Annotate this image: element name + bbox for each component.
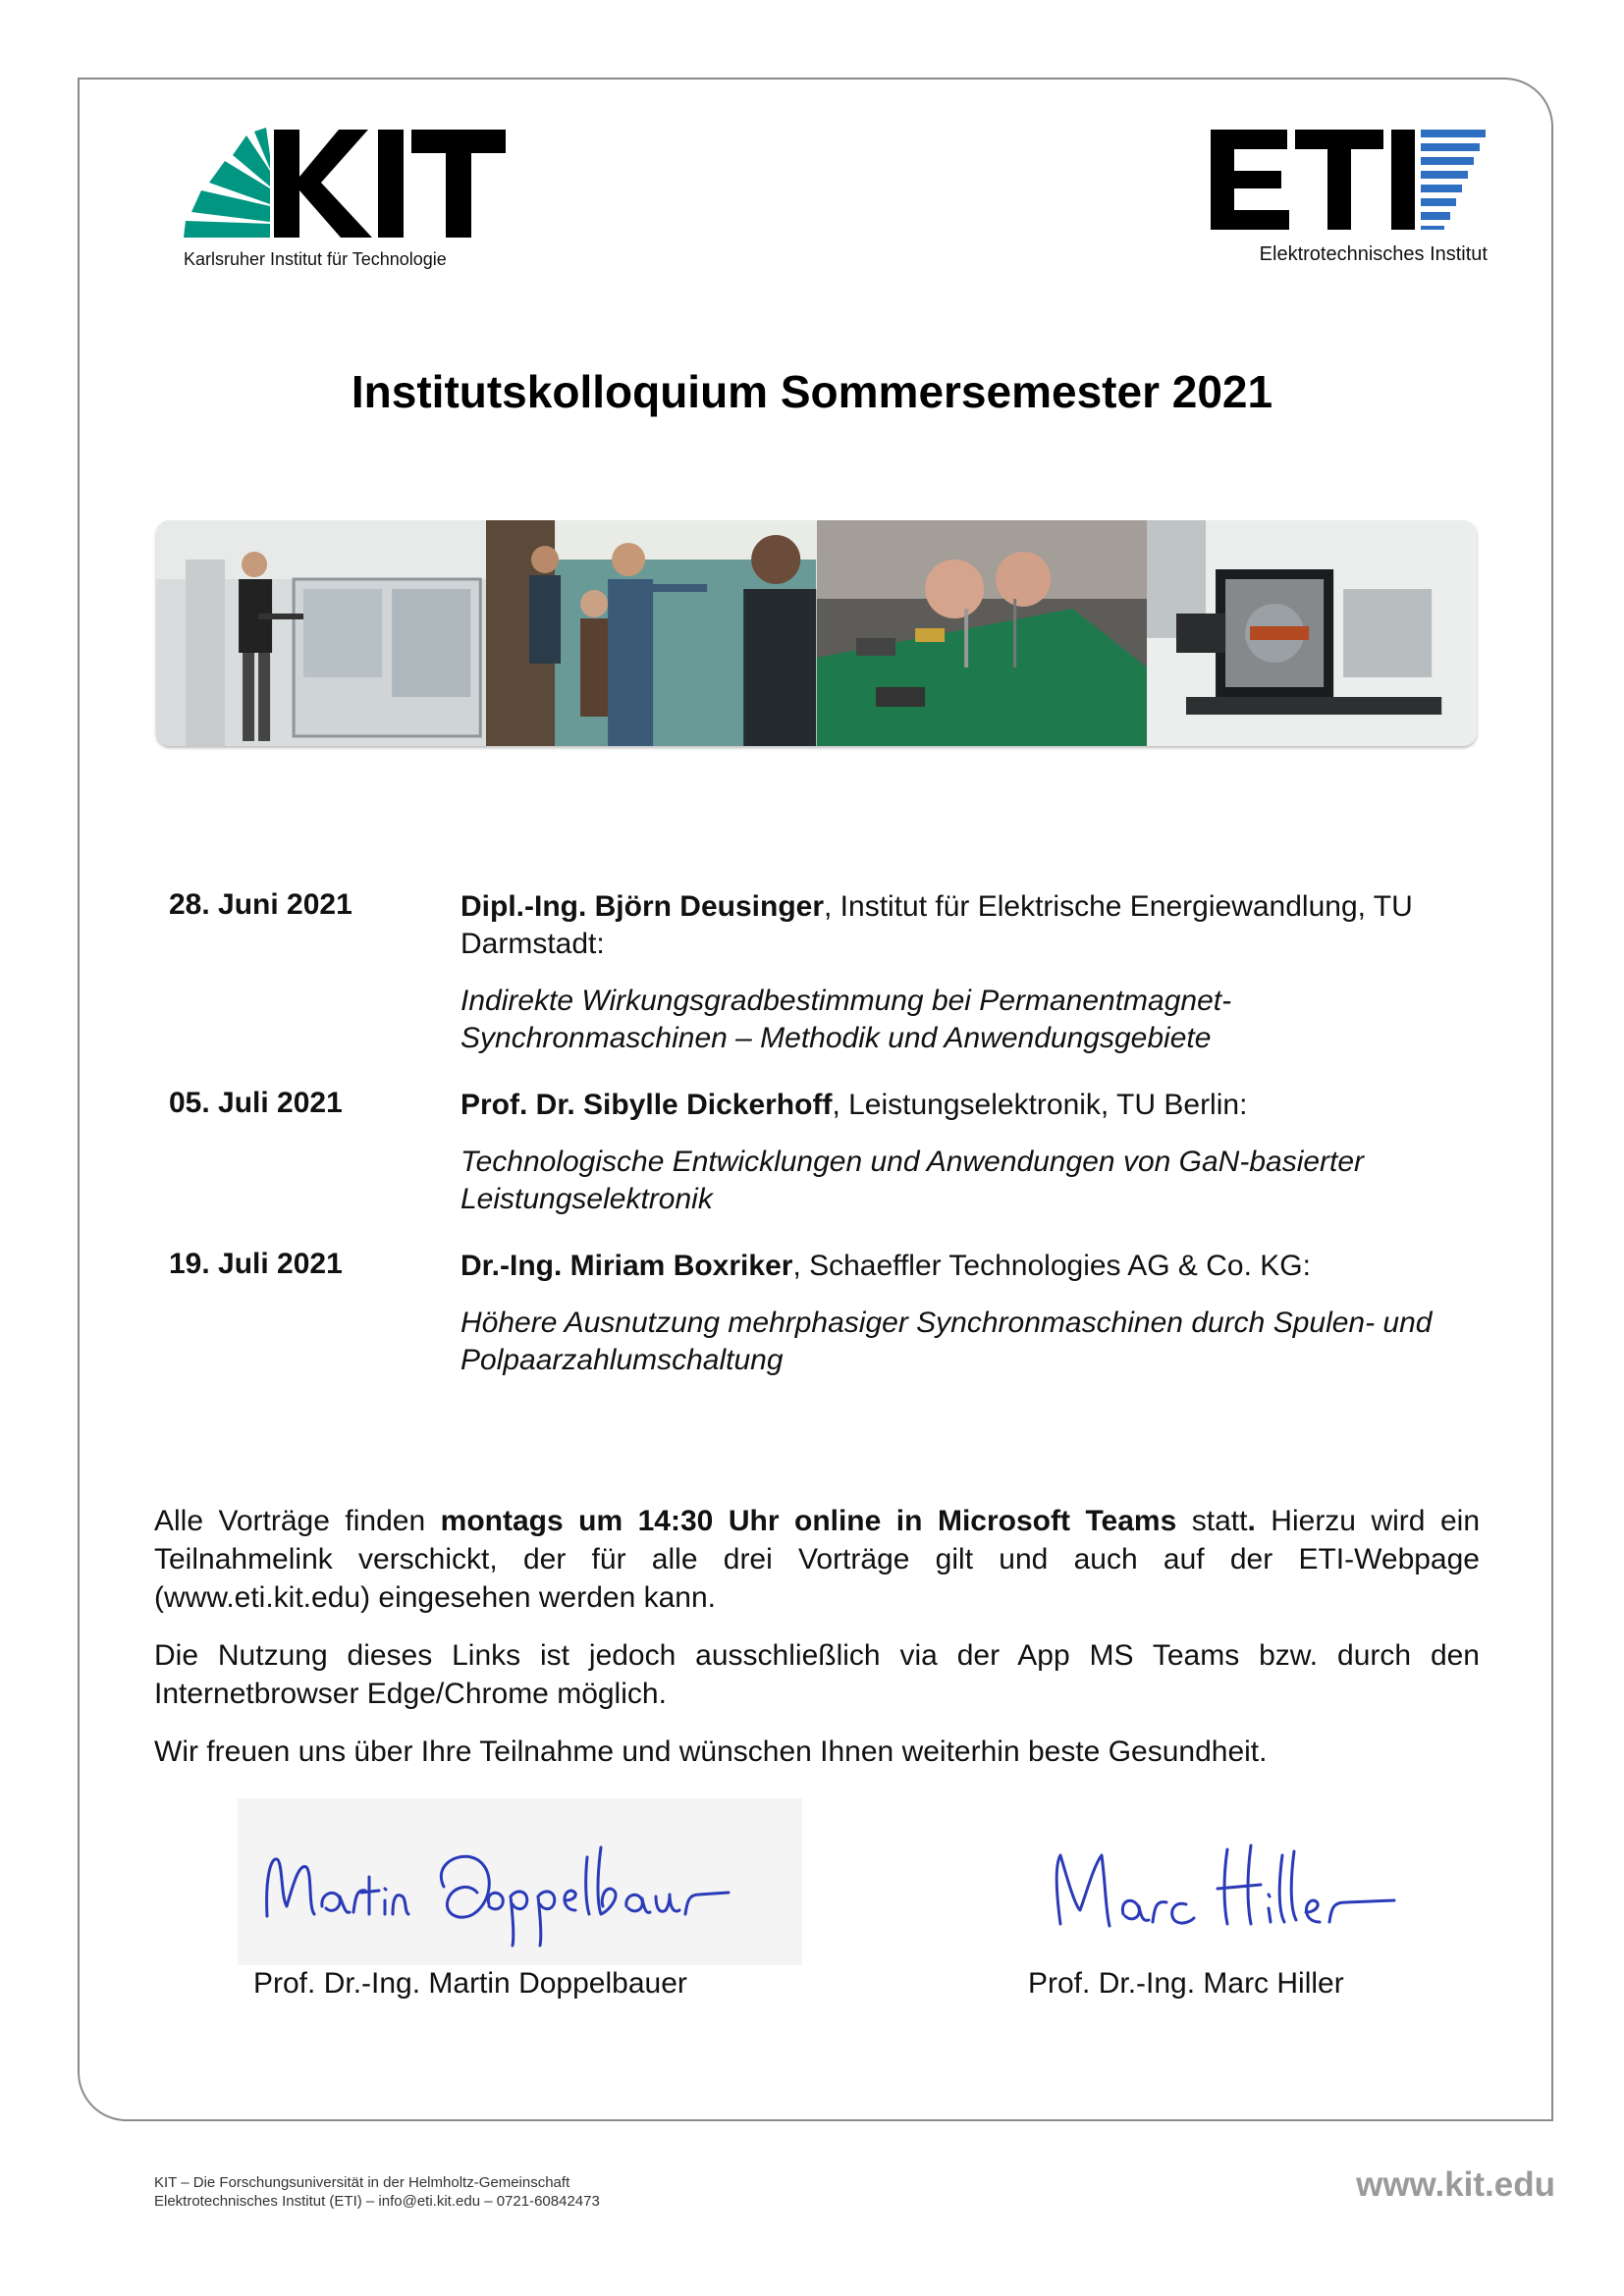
photo-lab-laptop — [156, 520, 486, 746]
signature-doppelbauer-graphic — [238, 1798, 802, 1965]
talk-topic: Höhere Ausnutzung mehrphasiger Synchronmaschinen durch Spulen- und Polpaarzahlumschaltung — [460, 1307, 1433, 1376]
talk-item — [169, 1248, 1485, 1379]
info-text: Hierzu wird ein Teilnahmelink verschickt, der für alle drei Vorträge gilt und auch auf der ETI-Webpage (www.eti.kit.edu) eingesehen werden kann. — [154, 1505, 1481, 1614]
photo-motor-test-bench — [1147, 520, 1477, 746]
talk-item — [169, 888, 1485, 1057]
signature-name-hiller: Prof. Dr.-Ing. Marc Hiller — [1028, 1967, 1344, 2000]
talk-speaker-line — [460, 1087, 1485, 1124]
talk-speaker-line — [460, 1248, 1485, 1285]
kit-subtitle: Karlsruher Institut für Technologie — [184, 249, 447, 269]
talks-list — [169, 888, 1485, 1409]
talk-affiliation: , Institut für Elektrische Energiewandlung, TU Darmstadt: — [460, 890, 1413, 960]
talk-speaker: Prof. Dr. Sibylle Dickerhoff — [460, 1089, 833, 1121]
kit-logo — [184, 126, 508, 273]
signature-doppelbauer-image — [238, 1798, 802, 1965]
talk-date: 05. Juli 2021 — [169, 1087, 343, 1119]
talk-date: 19. Juli 2021 — [169, 1248, 343, 1280]
photo-strip — [156, 520, 1477, 746]
talk-item — [169, 1087, 1485, 1218]
talk-speaker: Dipl.-Ing. Björn Deusinger — [460, 890, 825, 923]
talk-topic: Indirekte Wirkungsgradbestimmung bei Permanentmagnet-Synchronmaschinen – Methodik und Anwendungsgebiete — [460, 985, 1232, 1054]
info-text: statt — [1176, 1505, 1248, 1537]
signature-name-doppelbauer: Prof. Dr.-Ing. Martin Doppelbauer — [253, 1967, 687, 2000]
talk-body — [460, 1248, 1485, 1379]
signature-hiller-image — [1041, 1816, 1414, 1953]
photo-circuit-board — [817, 520, 1147, 746]
talk-speaker-line — [460, 888, 1485, 963]
eti-logo-graphic — [1203, 126, 1488, 236]
footer-line-1: KIT – Die Forschungsuniversität in der Helmholtz-Gemeinschaft — [154, 2174, 570, 2191]
footer-info — [154, 2173, 600, 2211]
info-paragraph-greeting: Wir freuen uns über Ihre Teilnahme und wünschen Ihnen weiterhin beste Gesundheit. — [154, 1735, 1268, 1768]
footer-line-2: Elektrotechnisches Institut (ETI) – info@eti.kit.edu – 0721-60842473 — [154, 2193, 600, 2210]
eti-logo — [1203, 126, 1488, 273]
talk-body — [460, 888, 1485, 1057]
talk-date: 28. Juni 2021 — [169, 888, 352, 921]
info-text: Alle Vorträge finden — [154, 1505, 441, 1537]
signature-hiller-graphic — [1041, 1816, 1414, 1953]
talk-affiliation: , Schaeffler Technologies AG & Co. KG: — [792, 1250, 1311, 1282]
talk-body — [460, 1087, 1485, 1218]
talk-affiliation: , Leistungselektronik, TU Berlin: — [832, 1089, 1248, 1121]
info-bold-dot: . — [1247, 1505, 1256, 1537]
footer-url[interactable]: www.kit.edu — [1356, 2165, 1555, 2204]
info-paragraph-schedule — [154, 1502, 1480, 1617]
page-title: Institutskolloquium Sommersemester 2021 — [351, 366, 1273, 417]
talk-topic: Technologische Entwicklungen und Anwendungen von GaN-basierter Leistungselektronik — [460, 1146, 1365, 1215]
info-paragraph-browser: Die Nutzung dieses Links ist jedoch ausschließlich via der App MS Teams bzw. durch den Internetbrowser Edge/Chrome möglich. — [154, 1639, 1480, 1710]
photo-lecture-whiteboard — [486, 520, 816, 746]
eti-subtitle: Elektrotechnisches Institut — [1259, 243, 1488, 265]
talk-speaker: Dr.-Ing. Miriam Boxriker — [460, 1250, 793, 1282]
info-bold-time: montags um 14:30 Uhr online in Microsoft Teams — [440, 1505, 1177, 1537]
kit-logo-graphic — [184, 126, 508, 241]
